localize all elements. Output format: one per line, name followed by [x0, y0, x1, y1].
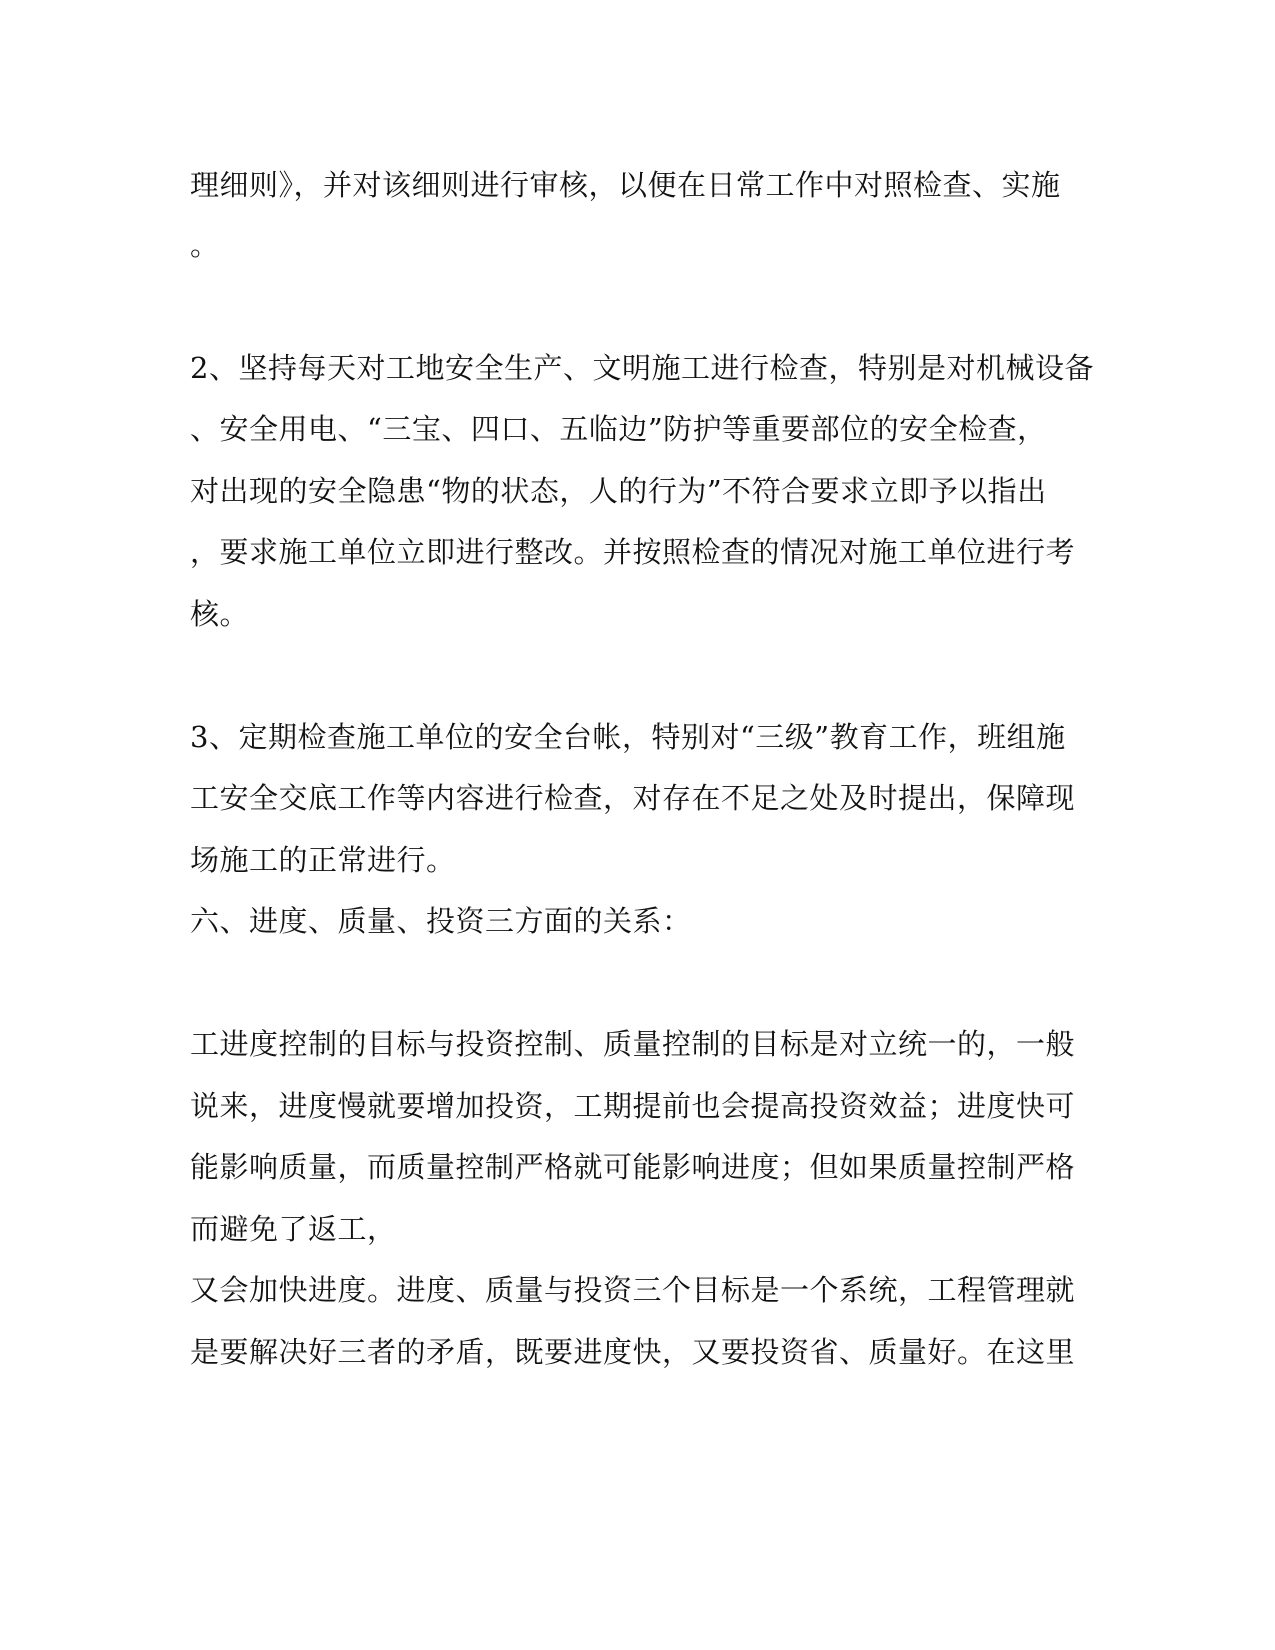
- text-line: 而避免了返工，: [190, 1212, 397, 1246]
- text-line: 、安全用电、“三宝、四口、五临边”防护等重要部位的安全检查，: [190, 412, 1047, 446]
- section-heading: 六、进度、质量、投资三方面的关系：: [190, 904, 692, 938]
- text-line: 能影响质量，而质量控制严格就可能影响进度；但如果质量控制严格: [190, 1150, 1076, 1184]
- text-line: 3、定期检查施工单位的安全台帐，特别对“三级”教育工作，班组施: [190, 720, 1066, 754]
- text-line: 场施工的正常进行。: [190, 843, 456, 877]
- text-line: 对出现的安全隐患“物的状态，人的行为”不符合要求立即予以指出: [190, 474, 1047, 508]
- text-line: 又会加快进度。进度、质量与投资三个目标是一个系统，工程管理就: [190, 1273, 1076, 1307]
- text-line: 核。: [190, 597, 250, 631]
- text-line: 。: [190, 228, 220, 262]
- text-line: 2、坚持每天对工地安全生产、文明施工进行检查，特别是对机械设备: [190, 351, 1094, 385]
- text-line: 理细则》，并对该细则进行审核，以便在日常工作中对照检查、实施: [190, 168, 1061, 202]
- text-line: 工安全交底工作等内容进行检查，对存在不足之处及时提出，保障现: [190, 781, 1076, 815]
- text-line: 说来，进度慢就要增加投资，工期提前也会提高投资效益；进度快可: [190, 1089, 1076, 1123]
- text-line: ，要求施工单位立即进行整改。并按照检查的情况对施工单位进行考: [190, 535, 1076, 569]
- text-line: 工进度控制的目标与投资控制、质量控制的目标是对立统一的，一般: [190, 1027, 1076, 1061]
- text-line: 是要解决好三者的矛盾，既要进度快，又要投资省、质量好。在这里: [190, 1335, 1076, 1369]
